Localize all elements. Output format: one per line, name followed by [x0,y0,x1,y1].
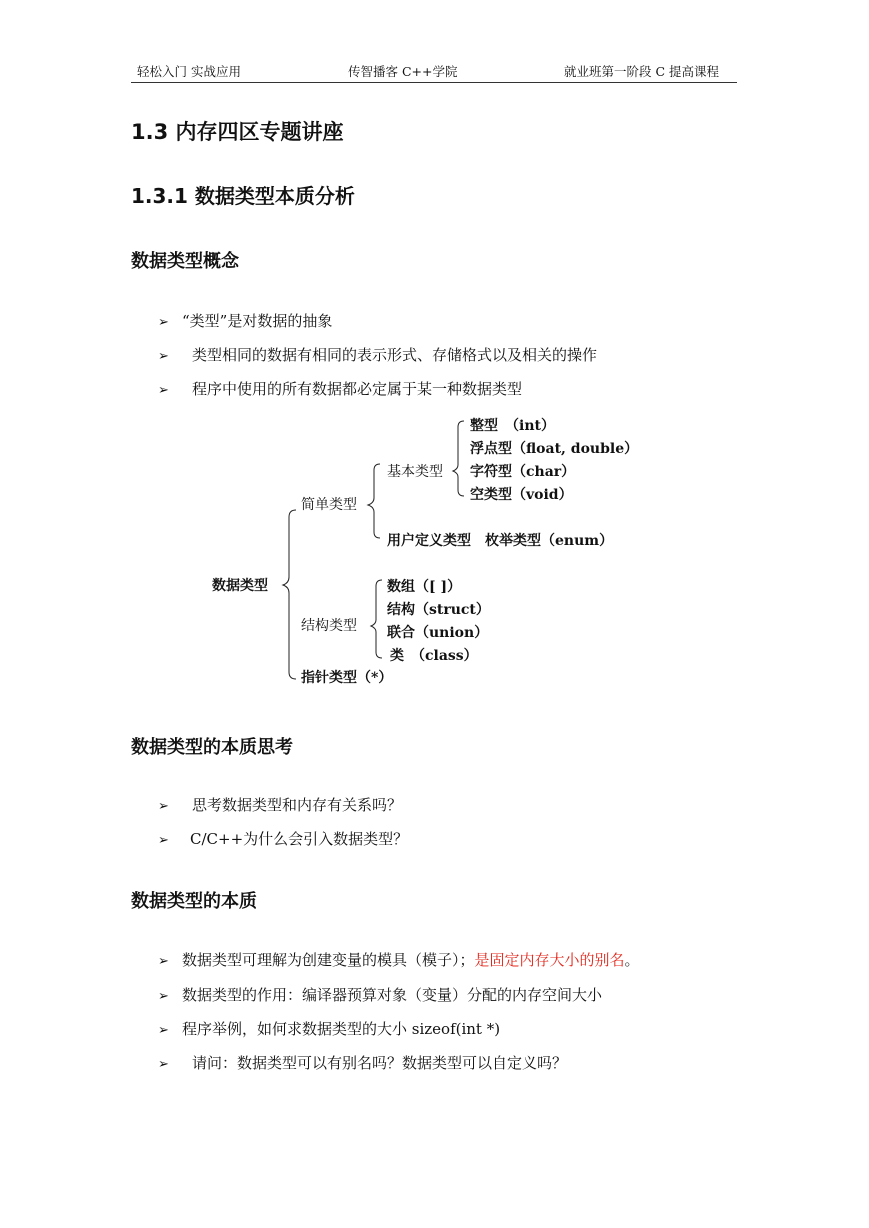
tree-struct-types-label: 结构类型 [301,618,357,634]
tree-struct-label: 结构（struct） [387,602,490,618]
essence-heading: 数据类型的本质 [131,891,257,912]
list-item: ➢ 类型相同的数据有相同的表示形式、存储格式以及相关的操作 [158,346,598,364]
root-brace [283,510,296,679]
basic-brace [453,421,464,496]
arrow-bullet-icon: ➢ [158,1023,169,1038]
tree-user-label: 用户定义类型 枚举类型（enum） [387,533,614,549]
arrow-bullet-icon: ➢ [158,1057,169,1072]
list-item: ➢ 程序中使用的所有数据都必定属于某一种数据类型 [158,380,523,398]
tree-int-label: 整型 （int） [470,418,555,434]
arrow-bullet-icon: ➢ [158,833,169,848]
header-right: 就业班第一阶段 C 提高课程 [563,64,719,79]
subsection-title: 1.3.1 数据类型本质分析 [131,184,355,208]
tree-void-label: 空类型（void） [470,487,573,503]
arrow-bullet-icon: ➢ [158,799,169,814]
tree-float-label: 浮点型（float, double） [470,441,639,457]
arrow-bullet-icon: ➢ [158,989,169,1004]
page-header [131,62,737,83]
list-item: ➢ 程序举例，如何求数据类型的大小 sizeof(int *) [158,1020,501,1038]
list-item: ➢ 思考数据类型和内存有关系吗？ [158,796,403,814]
tree-char-label: 字符型（char） [470,464,576,480]
tree-simple-label: 简单类型 [301,497,357,513]
arrow-bullet-icon: ➢ [158,954,169,969]
list-item: ➢ 数据类型的作用：编译器预算对象（变量）分配的内存空间大小 [158,986,603,1004]
arrow-bullet-icon: ➢ [158,383,169,398]
tree-root-label: 数据类型 [212,578,268,594]
struct-types-brace [371,580,382,658]
list-item: ➢ 数据类型可理解为创建变量的模具（模子）；是固定内存大小的别名。 [158,951,640,969]
highlighted-text: 是固定内存大小的别名 [474,951,625,969]
simple-brace [368,464,380,538]
tree-union-label: 联合（union） [387,625,489,641]
arrow-bullet-icon: ➢ [158,315,169,330]
concept-heading: 数据类型概念 [131,251,239,272]
arrow-bullet-icon: ➢ [158,349,169,364]
list-item: ➢ 请问：数据类型可以有别名吗？数据类型可以自定义吗？ [158,1054,568,1072]
section-title: 1.3 内存四区专题讲座 [131,120,344,144]
header-center: 传智播客 C++学院 [348,64,458,79]
tree-basic-label: 基本类型 [387,464,443,480]
tree-array-label: 数组（[ ]） [387,579,462,595]
list-item: ➢ “类型”是对数据的抽象 [158,312,333,330]
header-left: 轻松入门 实战应用 [137,64,241,79]
tree-pointer-label: 指针类型（*） [301,670,393,686]
essence-thinking-heading: 数据类型的本质思考 [131,737,293,758]
tree-class-label: 类 （class） [390,648,478,664]
list-item: ➢ C/C++为什么会引入数据类型？ [158,830,409,848]
